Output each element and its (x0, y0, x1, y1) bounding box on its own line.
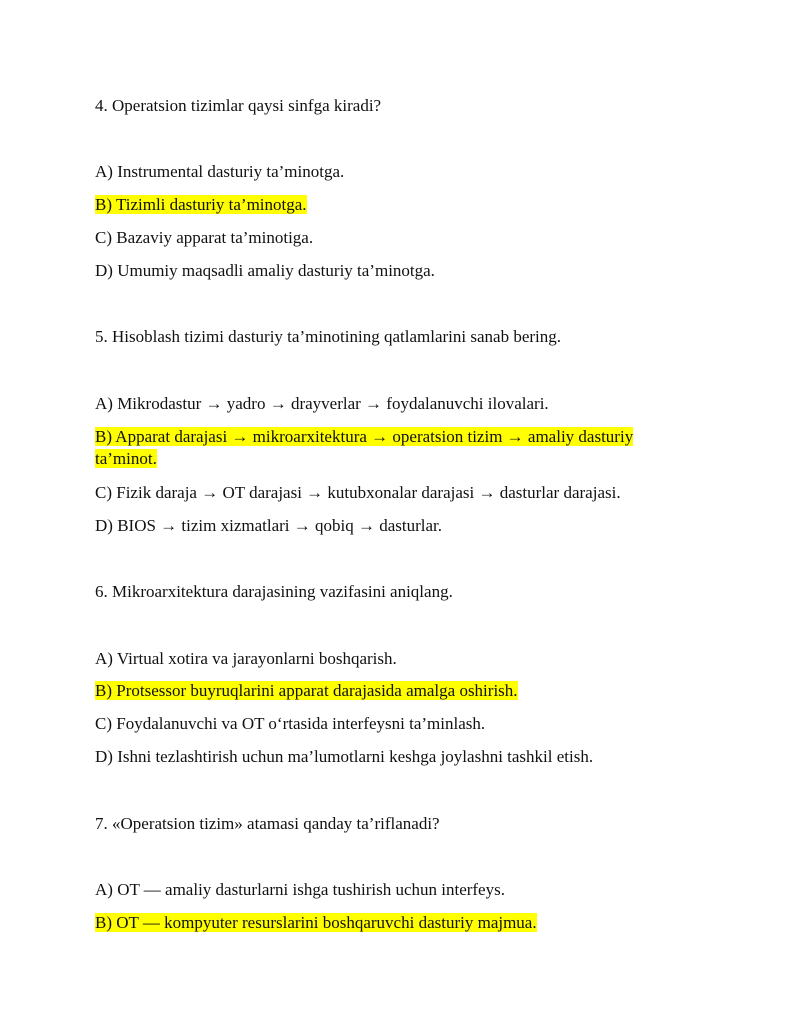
question-5-option-c: C) Fizik daraja → OT darajasi → kutubxonalar darajasi → dasturlar darajasi. (95, 483, 621, 502)
highlighted-answer: B) OT — kompyuter resurslarini boshqaruvchi dasturiy majmua. (95, 913, 537, 932)
question-4-option-d: D) Umumiy maqsadli amaliy dasturiy ta’minotga. (95, 261, 435, 280)
question-7-option-a: A) OT — amaliy dasturlarni ishga tushirish uchun interfeys. (95, 880, 505, 899)
question-5: 5. Hisoblash tizimi dasturiy ta’minotining qatlamlarini sanab bering. (95, 327, 561, 346)
question-7-option-b (95, 912, 537, 934)
question-5-option-a: A) Mikrodastur → yadro → drayverlar → foydalanuvchi ilovalari. (95, 394, 549, 413)
question-4-option-b (95, 194, 307, 216)
highlighted-answer: B) Protsessor buyruqlarini apparat darajasida amalga oshirish. (95, 681, 518, 700)
highlighted-answer: B) Tizimli dasturiy ta’minotga. (95, 195, 307, 214)
question-6: 6. Mikroarxitektura darajasining vazifasini aniqlang. (95, 582, 453, 601)
question-6-option-a: A) Virtual xotira va jarayonlarni boshqarish. (95, 649, 397, 668)
question-4-option-c: C) Bazaviy apparat ta’minotiga. (95, 228, 314, 247)
question-4-option-a: A) Instrumental dasturiy ta’minotga. (95, 162, 345, 181)
question-5-option-b (95, 426, 695, 470)
question-7: 7. «Operatsion tizim» atamasi qanday ta’riflanadi? (95, 814, 440, 833)
question-4: 4. Operatsion tizimlar qaysi sinfga kiradi? (95, 96, 382, 115)
highlighted-answer: B) Apparat darajasi → mikroarxitektura → operatsion tizim → amaliy dasturiy ta’minot. (95, 427, 634, 468)
question-6-option-c: C) Foydalanuvchi va OT o‘rtasida interfeysni ta’minlash. (95, 714, 486, 733)
question-6-option-d: D) Ishni tezlashtirish uchun ma’lumotlarni keshga joylashni tashkil etish. (95, 747, 594, 766)
question-5-option-d: D) BIOS → tizim xizmatlari → qobiq → dasturlar. (95, 516, 443, 535)
question-6-option-b (95, 680, 518, 702)
